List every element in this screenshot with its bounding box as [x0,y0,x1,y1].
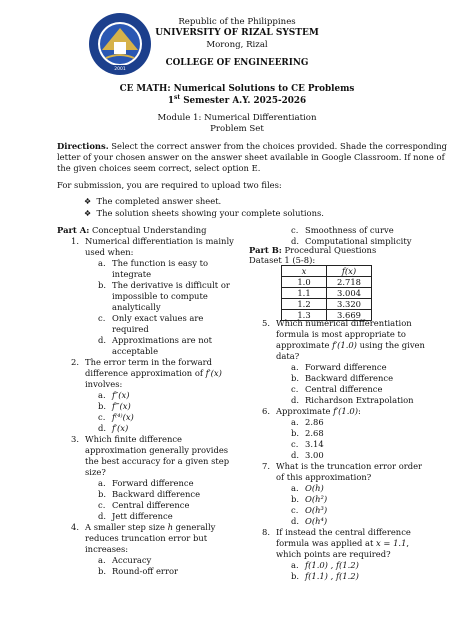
bullet-item: ❖ The solution sheets showing your complete solutions. [84,208,324,218]
q6-option-a: 2.86 [305,417,324,427]
q3-option-b: Backward difference [112,489,201,499]
q7-number: 7. [262,461,270,471]
q7-option-letter: b. [291,494,300,504]
q1-option-a: The function is easy to [112,258,209,268]
q6-option-b: 2.68 [305,428,324,438]
q2-option-b: f‴(x) [112,401,131,411]
q5-text: data? [276,351,300,361]
table-cell: 3.320 [327,299,372,310]
q3-text: the best accuracy for a given step [85,456,230,466]
svg-text:2001: 2001 [114,67,126,72]
q3-option-d: Jett difference [112,511,173,521]
submission-note: For submission, you are required to upload two files: [57,180,282,190]
q6-option-letter: c. [291,439,299,449]
q6-option-d: 3.00 [305,450,324,460]
q1-number: 1. [71,236,79,246]
q4-option-letter: a. [98,555,106,565]
q6-option-letter: b. [291,428,300,438]
directions-line-2: letter of your chosen answer on the answer sheet available in Google Classroom. If none of [57,152,445,162]
q7-option-a: O(h) [305,483,324,493]
q5-option-d: Richardson Extrapolation [305,395,414,405]
q2-option-letter: d. [98,423,107,433]
q1-text: Numerical differentiation is mainly [85,236,234,246]
q4-option-letter: d. [291,236,300,246]
table-row [282,299,372,310]
q1-option-c: required [112,324,149,334]
q8-option-b: f(1.1) , f(1.2) [305,571,359,581]
q2-option-c: f⁽⁴⁾(x) [112,412,134,422]
q3-option-a: Forward difference [112,478,194,488]
q4-option-letter: c. [291,225,299,235]
q1-option-b: impossible to compute [112,291,208,301]
q2-text: The error term in the forward [85,357,212,367]
q4-text: increases: [85,544,129,554]
q5-option-a: Forward difference [305,362,387,372]
q5-text: formula is most appropriate to [276,329,406,339]
q5-option-letter: c. [291,384,299,394]
bullet-item: ❖ The completed answer sheet. [84,196,222,206]
q6-text: Approximate f′(1.0): [276,406,361,416]
course-title: CE MATH: Numerical Solutions to CE Problems [119,84,355,94]
semester-line: 1st Semester A.Y. 2025-2026 [167,94,307,106]
q4-option-c: Smoothness of curve [305,225,394,235]
republic-line: Republic of the Philippines [178,17,296,27]
college-name: COLLEGE OF ENGINEERING [165,58,309,68]
q6-number: 6. [262,406,270,416]
q8-text: which points are required? [276,549,391,559]
q6-option-letter: d. [291,450,300,460]
table-cell: 1.1 [282,288,327,299]
q2-text: difference approximation of f′(x) [85,368,222,378]
dataset-table [281,265,372,321]
q8-option-letter: a. [291,560,299,570]
q4-text: reduces truncation error but [85,533,208,543]
q3-text: size? [85,467,106,477]
q1-option-d: acceptable [112,346,159,356]
table-cell: 2.718 [327,277,372,288]
q3-text: Which finite difference [85,434,183,444]
q2-number: 2. [71,357,79,367]
q2-option-letter: b. [98,401,107,411]
q2-text: involves: [85,379,123,389]
q1-option-b: The derivative is difficult or [112,280,230,290]
q1-text: used when: [85,247,134,257]
q4-number: 4. [71,522,79,532]
q5-option-b: Backward difference [305,373,394,383]
table-header-row [282,266,372,277]
table-cell: 3.669 [327,310,372,321]
q8-number: 8. [262,527,270,537]
q1-option-b: analytically [112,302,161,312]
column-header: f(x) [327,266,372,277]
table-cell: 1.0 [282,277,327,288]
q8-text: If instead the central difference [276,527,411,537]
q7-text: What is the truncation error order [276,461,423,471]
q5-number: 5. [262,318,270,328]
table-cell: 3.004 [327,288,372,299]
q7-option-letter: a. [291,483,299,493]
directions-line-1: Directions. Select the correct answer from the choices provided. Shade the corresponding [57,141,448,151]
q1-option-d: Approximations are not [112,335,213,345]
q5-option-letter: b. [291,373,300,383]
column-header: x [282,266,327,277]
q2-option-letter: c. [98,412,106,422]
q7-option-c: O(h³) [305,505,328,515]
q5-option-c: Central difference [305,384,383,394]
university-name: UNIVERSITY OF RIZAL SYSTEM [155,28,319,38]
q4-option-d: Computational simplicity [305,236,412,246]
location: Morong, Rizal [206,40,268,50]
q2-option-letter: a. [98,390,106,400]
table-cell: 1.3 [282,310,327,321]
q7-option-letter: c. [291,505,299,515]
q5-option-letter: a. [291,362,299,372]
part-b-heading: Part B: Procedural Questions [249,245,377,255]
q3-option-c: Central difference [112,500,190,510]
table-cell: 1.2 [282,299,327,310]
part-a-heading: Part A: Conceptual Understanding [57,225,207,235]
q1-option-letter: d. [98,335,107,345]
q7-option-b: O(h²) [305,494,328,504]
directions-line-3: the given choices seem correct, select option E. [57,163,261,173]
q3-option-letter: c. [98,500,106,510]
q4-option-letter: b. [98,566,107,576]
q2-option-a: f″(x) [112,390,130,400]
q7-text: of this approximation? [276,472,372,482]
table-row [282,277,372,288]
q7-option-d: O(h⁴) [305,516,328,526]
q1-option-letter: b. [98,280,107,290]
q1-option-a: integrate [112,269,152,279]
q3-number: 3. [71,434,79,444]
q3-option-letter: a. [98,478,106,488]
q5-text: approximate f′(1.0) using the given [276,340,425,350]
module-title: Module 1: Numerical Differentiation [157,113,317,123]
q3-option-letter: b. [98,489,107,499]
q5-option-letter: d. [291,395,300,405]
q7-option-letter: d. [291,516,300,526]
q2-option-d: f′(x) [112,423,129,433]
q6-option-letter: a. [291,417,299,427]
q3-option-letter: d. [98,511,107,521]
q4-option-b: Round-off error [112,566,178,576]
q8-option-a: f(1.0) , f(1.2) [305,560,359,570]
dataset-label: Dataset 1 (5-8): [249,255,316,265]
q8-text: formula was applied at x = 1.1, [276,538,410,548]
q1-option-letter: a. [98,258,106,268]
q1-option-c: Only exact values are [112,313,204,323]
q1-option-letter: c. [98,313,106,323]
q6-option-c: 3.14 [305,439,324,449]
q3-text: approximation generally provides [85,445,229,455]
q4-option-a: Accuracy [112,555,152,565]
table-row [282,288,372,299]
q5-text: Which numerical differentiation [276,318,412,328]
q8-option-letter: b. [291,571,300,581]
problem-set-title: Problem Set [210,124,264,134]
q4-text: A smaller step size h generally [85,522,216,532]
